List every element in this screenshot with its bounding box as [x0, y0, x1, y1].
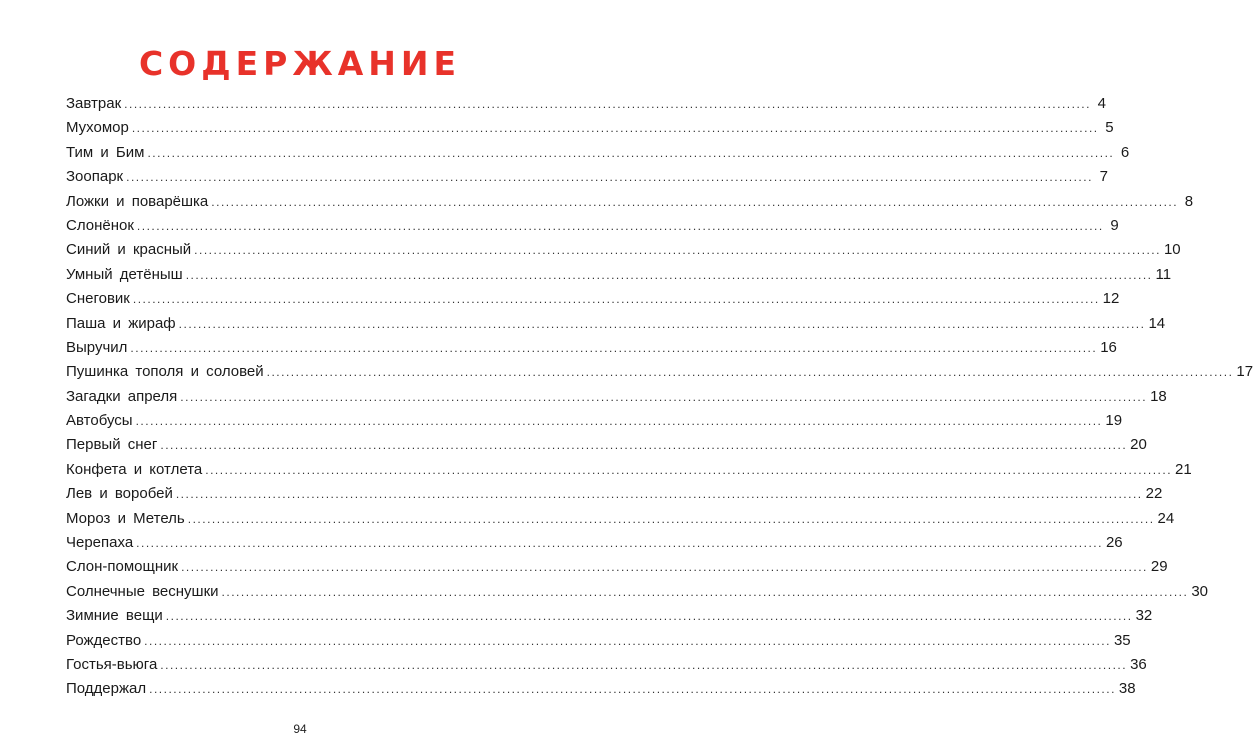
dot-leader: ........................................................................................................................................................................................................: [180, 389, 1148, 404]
dot-leader: ........................................................................................................................................................................................................: [132, 292, 1100, 307]
dot-leader: ........................................................................................................................................................................................................: [185, 267, 1153, 282]
toc-entry: [66, 629, 1131, 653]
dot-leader: ........................................................................................................................................................................................................: [187, 511, 1155, 526]
toc-entry-page: 5: [1105, 119, 1114, 137]
toc-entry: [66, 336, 1117, 360]
toc-entry-title: Автобусы: [66, 412, 133, 430]
toc-entry: [66, 141, 1130, 165]
toc-entry: [66, 433, 1147, 457]
toc-entry-page: 36: [1130, 655, 1147, 673]
toc-entry-title: Гостья-вьюга: [66, 655, 158, 673]
toc-entry-title: Зоопарк: [66, 168, 124, 186]
toc-entry: [66, 482, 1163, 506]
dot-leader: ........................................................................................................................................................................................................: [136, 536, 1103, 551]
dot-leader: ........................................................................................................................................................................................................: [131, 121, 1099, 136]
toc-entry-page: 6: [1120, 143, 1130, 161]
toc-entry: [66, 360, 1253, 384]
toc-entry: [66, 555, 1168, 579]
toc-entry-page: 20: [1130, 436, 1147, 454]
dot-leader: ........................................................................................................................................................................................................: [147, 145, 1115, 160]
toc-entry-page: 9: [1110, 216, 1119, 234]
table-of-contents: [66, 92, 1253, 702]
toc-entry-page: 17: [1236, 363, 1253, 381]
dot-leader: ........................................................................................................................................................................................................: [175, 487, 1143, 502]
toc-entry-page: 10: [1163, 241, 1181, 259]
dot-leader: ........................................................................................................................................................................................................: [178, 316, 1146, 331]
dot-leader: ........................................................................................................................................................................................................: [126, 170, 1093, 185]
dot-leader: ........................................................................................................................................................................................................: [160, 657, 1128, 672]
toc-entry: [66, 312, 1166, 336]
toc-entry-page: 18: [1150, 387, 1167, 405]
toc-entry-page: 24: [1157, 509, 1175, 527]
toc-entry: [66, 507, 1175, 531]
toc-entry-page: 11: [1155, 265, 1172, 283]
toc-entry-title: Солнечные веснушки: [66, 582, 219, 600]
dot-leader: ........................................................................................................................................................................................................: [135, 414, 1103, 429]
toc-entry-title: Слонёнок: [66, 216, 134, 234]
toc-entry-title: Выручил: [66, 338, 128, 356]
dot-leader: ........................................................................................................................................................................................................: [221, 584, 1189, 599]
toc-entry: [66, 385, 1167, 409]
dot-leader: ........................................................................................................................................................................................................: [194, 243, 1161, 258]
toc-entry-title: Мухомор: [66, 119, 129, 137]
toc-entry: [66, 531, 1123, 555]
toc-entry-page: 14: [1148, 314, 1166, 332]
dot-leader: ........................................................................................................................................................................................................: [130, 340, 1098, 355]
toc-entry-page: 29: [1150, 558, 1168, 576]
toc-entry: [66, 190, 1194, 214]
dot-leader: ........................................................................................................................................................................................................: [205, 462, 1173, 477]
toc-entry: [66, 653, 1147, 677]
toc-entry: [66, 409, 1123, 433]
dot-leader: ........................................................................................................................................................................................................: [266, 365, 1234, 380]
toc-entry-page: 35: [1113, 631, 1131, 649]
toc-entry-page: 30: [1191, 582, 1209, 600]
toc-entry-title: Первый снег: [66, 436, 158, 454]
dot-leader: ........................................................................................................................................................................................................: [211, 194, 1179, 209]
dot-leader: ........................................................................................................................................................................................................: [136, 218, 1104, 233]
dot-leader: ........................................................................................................................................................................................................: [165, 609, 1133, 624]
toc-entry: [66, 580, 1209, 604]
toc-entry-title: Черепаха: [66, 534, 134, 552]
toc-entry: [66, 263, 1172, 287]
toc-entry-page: 19: [1105, 412, 1123, 430]
page-number: 94: [293, 722, 307, 736]
toc-entry: [66, 458, 1192, 482]
toc-entry-title: Рождество: [66, 631, 142, 649]
toc-entry-page: 4: [1097, 95, 1106, 112]
toc-entry-title: Снеговик: [66, 290, 130, 308]
toc-entry-title: Слон-помощник: [66, 558, 179, 576]
toc-entry-page: 22: [1145, 485, 1163, 503]
toc-entry: [66, 214, 1119, 238]
toc-entry-title: Пушинка тополя и соловей: [66, 363, 264, 381]
toc-entry: [66, 604, 1153, 628]
toc-entry-page: 38: [1118, 680, 1136, 698]
toc-entry: [66, 238, 1181, 262]
toc-entry-page: 16: [1100, 338, 1117, 356]
dot-leader: ........................................................................................................................................................................................................: [124, 97, 1091, 111]
toc-entry-page: 26: [1105, 534, 1123, 552]
toc-entry-title: Паша и жираф: [66, 314, 176, 332]
dot-leader: ........................................................................................................................................................................................................: [181, 560, 1148, 575]
dot-leader: ........................................................................................................................................................................................................: [160, 438, 1128, 453]
toc-entry-title: Синий и красный: [66, 241, 192, 259]
toc-entry: [66, 92, 1106, 116]
toc-entry-title: Конфета и котлета: [66, 460, 203, 478]
toc-entry: [66, 116, 1114, 140]
toc-entry-title: Мороз и Метель: [66, 509, 185, 527]
toc-entry-title: Тим и Бим: [66, 143, 145, 161]
toc-entry-title: Загадки апреля: [66, 387, 178, 405]
toc-entry: [66, 165, 1108, 189]
toc-entry: [66, 677, 1136, 701]
dot-leader: ........................................................................................................................................................................................................: [144, 633, 1111, 648]
toc-entry-title: Ложки и поварёшка: [66, 192, 209, 210]
toc-entry-title: Завтрак: [66, 95, 122, 112]
toc-entry-title: Зимние вещи: [66, 607, 163, 625]
dot-leader: ........................................................................................................................................................................................................: [149, 682, 1116, 697]
toc-entry-title: Лев и воробей: [66, 485, 173, 503]
toc-entry-title: Поддержал: [66, 680, 147, 698]
toc-entry-page: 32: [1135, 607, 1153, 625]
toc-entry: [66, 287, 1120, 311]
toc-entry-page: 7: [1099, 168, 1108, 186]
toc-entry-page: 21: [1175, 460, 1192, 478]
toc-entry-page: 12: [1102, 290, 1120, 308]
toc-entry-page: 8: [1184, 192, 1194, 210]
page-title: СОДЕРЖАНИЕ: [138, 44, 462, 83]
toc-entry-title: Умный детёныш: [66, 265, 183, 283]
